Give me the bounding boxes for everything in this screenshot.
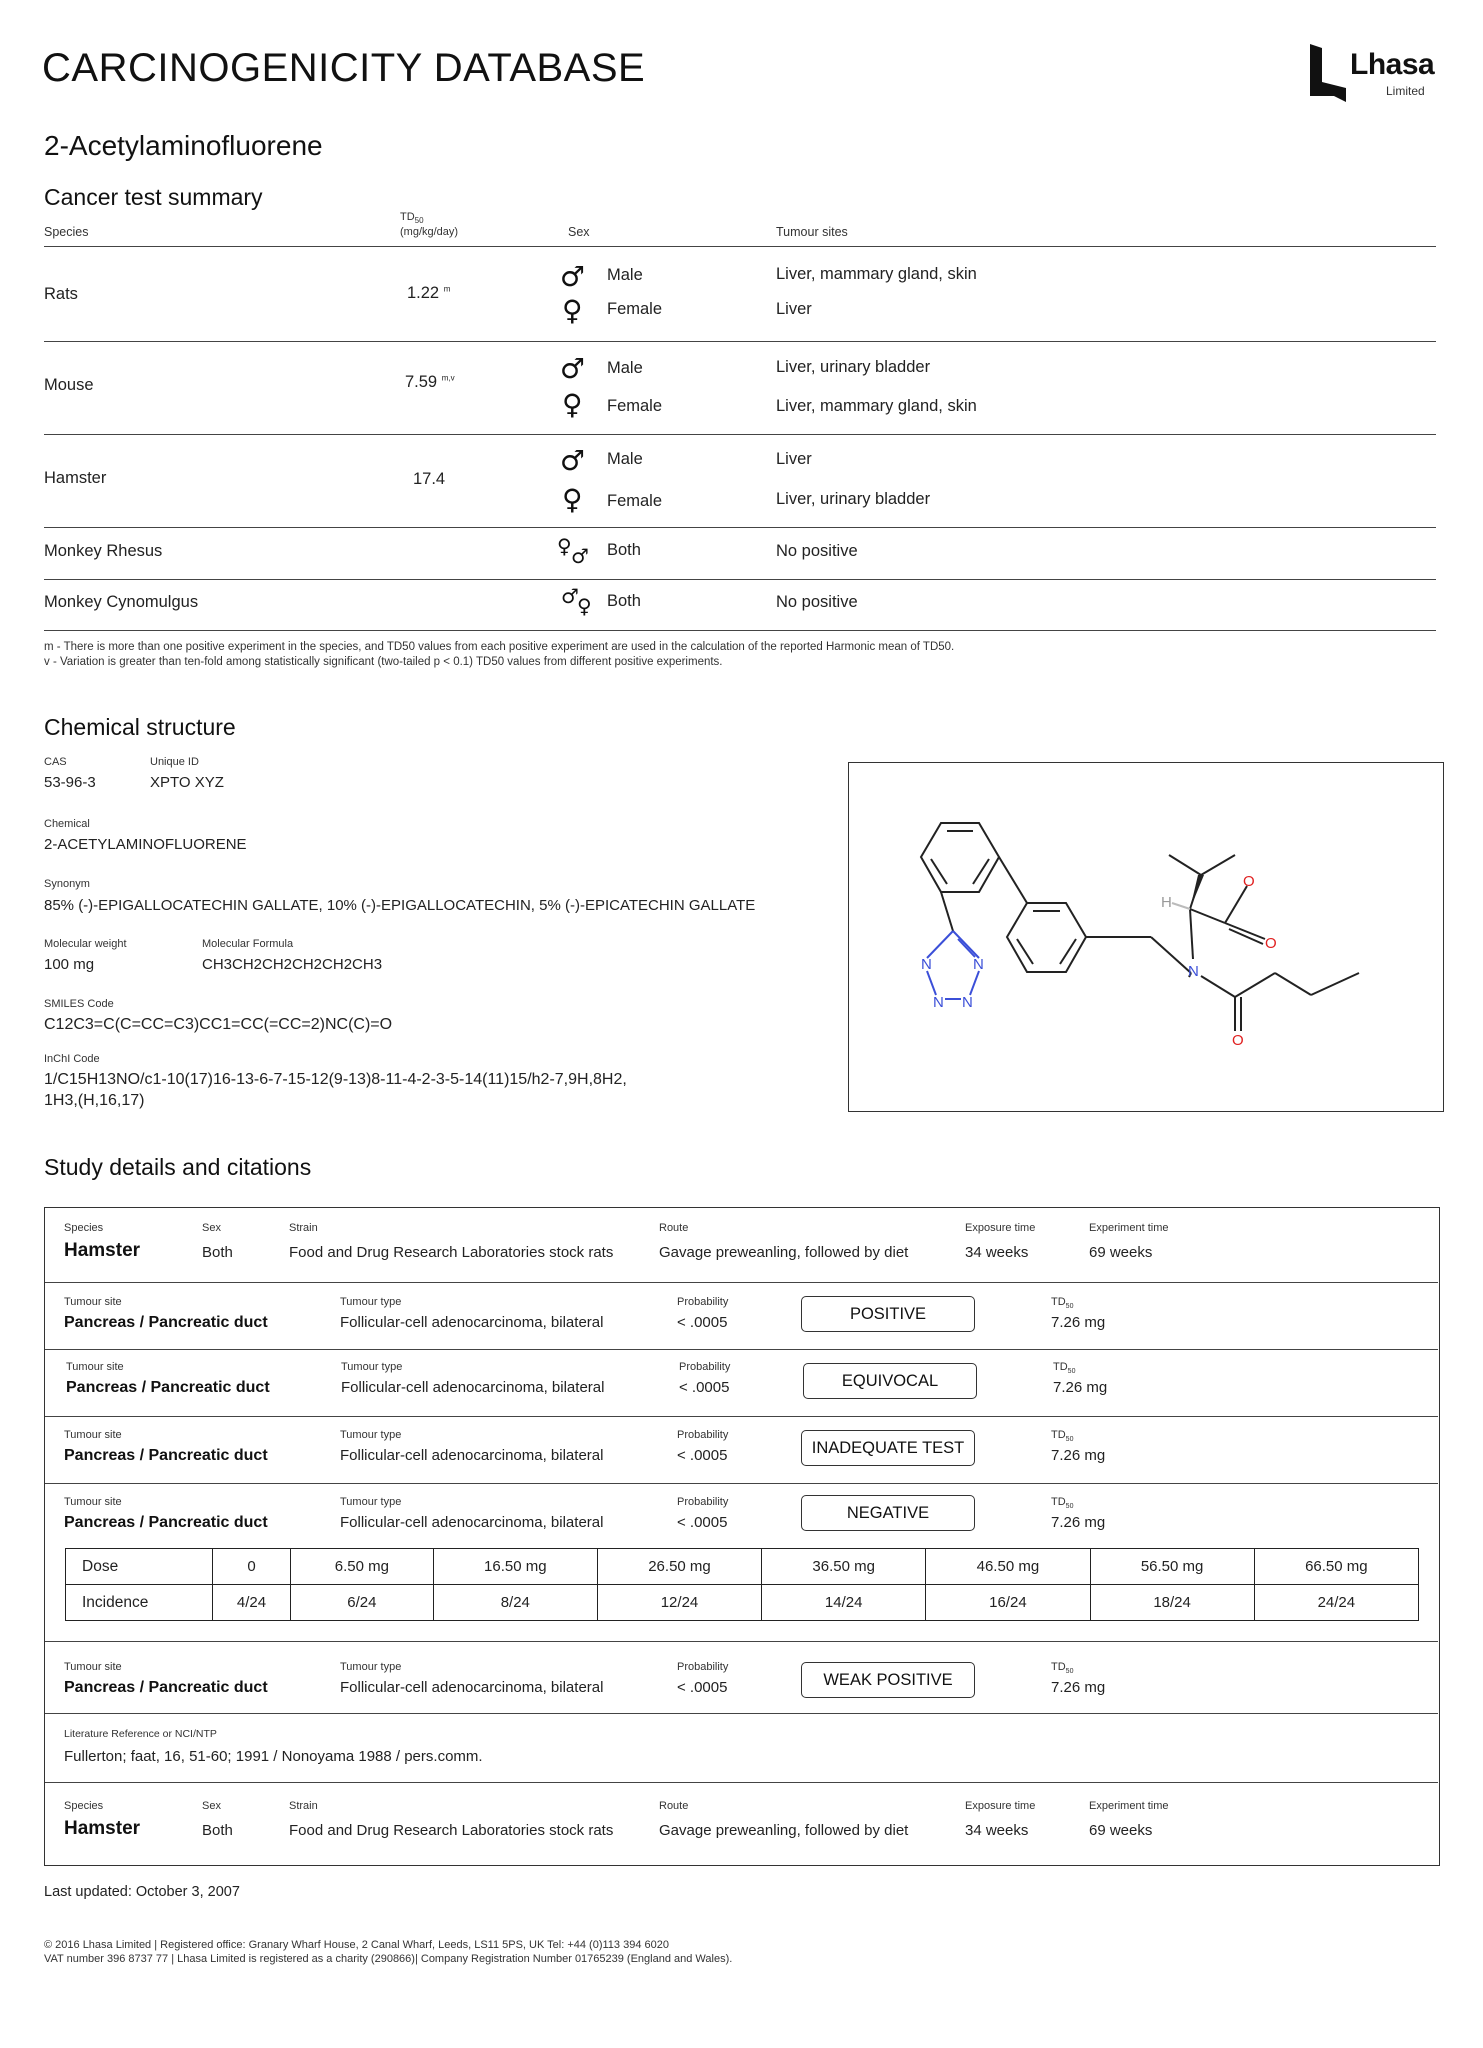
female-icon: ♀: [562, 294, 583, 327]
summary-row-rule: [44, 630, 1436, 631]
summary-species-monkey-cynomulgus: Monkey Cynomulgus: [44, 593, 199, 611]
study-strain-value: Food and Drug Research Laboratories stock rats: [289, 1822, 614, 1839]
summary-sites: Liver, mammary gland, skin: [776, 265, 977, 283]
tumour-type-value: Follicular-cell adenocarcinoma, bilateral: [340, 1514, 604, 1531]
status-badge: EQUIVOCAL: [803, 1363, 977, 1399]
study-sex-value: Both: [202, 1822, 233, 1839]
study-experiment-value: 69 weeks: [1089, 1244, 1153, 1261]
literature-value: Fullerton; faat, 16, 51-60; 1991 / Nonoyama 1988 / pers.comm.: [64, 1748, 483, 1765]
molecular-weight-label: Molecular weight: [44, 938, 127, 950]
tumour-type-value: Follicular-cell adenocarcinoma, bilateral: [340, 1314, 604, 1331]
tumour-site-label: Tumour site: [64, 1661, 122, 1673]
incidence-row: [66, 1585, 1419, 1621]
male-icon: ♂: [560, 352, 586, 385]
tumour-type-label: Tumour type: [340, 1661, 402, 1673]
study-experiment-label: Experiment time: [1089, 1800, 1169, 1812]
dose-incidence-table: [65, 1548, 1419, 1621]
study-rule: [45, 1641, 1438, 1642]
tetrazole-ring: [927, 931, 979, 999]
unique-id-value: XPTO XYZ: [150, 774, 224, 791]
summary-species-monkey-rhesus: Monkey Rhesus: [44, 542, 163, 560]
study-title: Study details and citations: [44, 1154, 312, 1180]
tumour-type-label: Tumour type: [340, 1429, 402, 1441]
phenyl-ring-top: [921, 823, 999, 892]
incidence-cell: 6/24: [291, 1585, 434, 1621]
probability-label: Probability: [677, 1496, 729, 1508]
study-strain-value: Food and Drug Research Laboratories stock rats: [289, 1244, 614, 1261]
footer-line-2: VAT number 396 8737 77 | Lhasa Limited is registered as a charity (290866)| Company Registration Number 01765239 (England and Wales).: [44, 1953, 733, 1965]
study-panel: [44, 1207, 1440, 1866]
both-sexes-icon: ♀ ♂: [557, 534, 589, 568]
study-strain-label: Strain: [289, 1222, 318, 1234]
status-badge: POSITIVE: [801, 1296, 975, 1332]
summary-sex-label: Both: [607, 592, 641, 610]
study-sex-label: Sex: [202, 1222, 221, 1234]
study-exposure-value: 34 weeks: [965, 1244, 1029, 1261]
structure-title: Chemical structure: [44, 714, 236, 740]
col-header-td50-units: (mg/kg/day): [400, 226, 459, 238]
tumour-type-value: Follicular-cell adenocarcinoma, bilateral: [340, 1679, 604, 1696]
dose-cell: 66.50 mg: [1254, 1549, 1418, 1585]
td50-label: $TD_{50}$: [1051, 1429, 1074, 1444]
dose-cell: 26.50 mg: [597, 1549, 761, 1585]
dose-cell: 36.50 mg: [762, 1549, 926, 1585]
molecular-weight-value: 100 mg: [44, 956, 95, 973]
dose-cell: 46.50 mg: [926, 1549, 1090, 1585]
atom-n: N: [973, 956, 984, 973]
summary-sex-label: Female: [607, 300, 663, 318]
atom-n: N: [933, 994, 944, 1011]
summary-species-mouse: Mouse: [44, 376, 94, 394]
tumour-site-value: Pancreas / Pancreatic duct: [64, 1679, 268, 1696]
td50-label: $TD_{50}$: [1051, 1661, 1074, 1676]
compound-name: 2-Acetylaminofluorene: [44, 130, 323, 161]
status-badge: NEGATIVE: [801, 1495, 975, 1531]
study-rule: [45, 1282, 1438, 1283]
female-icon: ♀: [562, 388, 583, 421]
inchi-value-line1: 1/C15H13NO/c1-10(17)16-13-6-7-15-12(9-13)8-11-4-2-3-5-14(11)15/h2-7,9H,8H2,: [44, 1071, 627, 1088]
tumour-type-label: Tumour type: [341, 1361, 403, 1373]
cas-label: CAS: [44, 756, 67, 768]
summary-sites: Liver, urinary bladder: [776, 490, 931, 508]
td50-value: 7.26 mg: [1053, 1379, 1108, 1396]
study-sex-label: Sex: [202, 1800, 221, 1812]
td50-value: 7.26 mg: [1051, 1447, 1106, 1464]
td50-label: $TD_{50}$: [1051, 1296, 1074, 1311]
female-icon: ♀: [562, 483, 583, 516]
synonym-value: 85% (-)-EPIGALLOCATECHIN GALLATE, 10% (-)-EPIGALLOCATECHIN, 5% (-)-EPICATECHIN GALLATE: [44, 897, 756, 914]
tumour-site-label: Tumour site: [64, 1296, 122, 1308]
summary-sites: Liver: [776, 300, 812, 318]
stereo-wedge: [1190, 875, 1204, 909]
probability-value: < .0005: [677, 1314, 728, 1331]
probability-value: < .0005: [677, 1514, 728, 1531]
summary-species-rats: Rats: [44, 285, 78, 303]
summary-td50-mouse: 7.59 $^{m,v}$: [405, 373, 455, 391]
study-route-value: Gavage preweanling, followed by diet: [659, 1244, 909, 1261]
atom-o: O: [1232, 1032, 1244, 1049]
summary-header-rule: [44, 246, 1436, 247]
study-exposure-label: Exposure time: [965, 1222, 1036, 1234]
incidence-cell: 14/24: [762, 1585, 926, 1621]
footnote-v: v - Variation is greater than ten-fold among statistically significant (two-tailed p < 0.1) TD50 values from different positive experiments.: [44, 656, 723, 668]
smiles-label: SMILES Code: [44, 998, 114, 1010]
lhasa-logo-mark-icon: [1308, 44, 1348, 102]
dose-header: Dose: [66, 1549, 213, 1585]
page-header-title: CARCINOGENICITY DATABASE: [42, 46, 646, 90]
summary-sex-label: Male: [607, 359, 643, 377]
summary-td50-hamster: 17.4: [413, 470, 446, 488]
summary-sex-label: Female: [607, 397, 663, 415]
probability-value: < .0005: [677, 1447, 728, 1464]
lhasa-logo-text: Lhasa: [1350, 48, 1435, 81]
lhasa-logo: [1308, 44, 1438, 102]
atom-o: O: [1243, 873, 1255, 890]
td50-label: $TD_{50}$: [1051, 1496, 1074, 1511]
study-species-value: Hamster: [64, 1240, 141, 1261]
study-rule: [45, 1713, 1438, 1714]
molecule-svg: [849, 763, 1445, 1113]
td50-value: 7.26 mg: [1051, 1679, 1106, 1696]
atom-h: H: [1161, 894, 1172, 911]
summary-sites: No positive: [776, 542, 858, 560]
dose-cell: 56.50 mg: [1090, 1549, 1254, 1585]
tumour-type-label: Tumour type: [340, 1496, 402, 1508]
summary-sex-label: Male: [607, 450, 643, 468]
study-exposure-label: Exposure time: [965, 1800, 1036, 1812]
study-strain-label: Strain: [289, 1800, 318, 1812]
summary-row-rule: [44, 527, 1436, 528]
probability-label: Probability: [677, 1296, 729, 1308]
last-updated: Last updated: October 3, 2007: [44, 1884, 240, 1900]
inchi-value-line2: 1H3,(H,16,17): [44, 1092, 145, 1109]
tumour-site-value: Pancreas / Pancreatic duct: [64, 1514, 268, 1531]
probability-label: Probability: [679, 1361, 731, 1373]
col-header-sex: Sex: [568, 225, 590, 239]
summary-sites: Liver, mammary gland, skin: [776, 397, 977, 415]
study-rule: [45, 1782, 1438, 1783]
study-rule: [45, 1483, 1438, 1484]
summary-row-rule: [44, 579, 1436, 580]
col-header-td50: $TD_{50}$: [400, 211, 424, 226]
probability-value: < .0005: [679, 1379, 730, 1396]
summary-sites: No positive: [776, 593, 858, 611]
td50-value: 7.26 mg: [1051, 1314, 1106, 1331]
chemical-structure-diagram: [848, 762, 1444, 1112]
td50-value: 7.26 mg: [1051, 1514, 1106, 1531]
male-icon: ♂: [560, 444, 586, 477]
molecular-formula-label: Molecular Formula: [202, 938, 294, 950]
study-experiment-label: Experiment time: [1089, 1222, 1169, 1234]
probability-label: Probability: [677, 1429, 729, 1441]
summary-sites: Liver: [776, 450, 812, 468]
incidence-cell: 24/24: [1254, 1585, 1418, 1621]
dose-cell: 6.50 mg: [291, 1549, 434, 1585]
probability-label: Probability: [677, 1661, 729, 1673]
footer-line-1: © 2016 Lhasa Limited | Registered office: Granary Wharf House, 2 Canal Wharf, Leeds, LS11 5PS, UK Tel: +44 (0)113 394 6020: [44, 1939, 669, 1951]
incidence-cell: 4/24: [213, 1585, 291, 1621]
td50-label: $TD_{50}$: [1053, 1361, 1076, 1376]
status-badge: WEAK POSITIVE: [801, 1662, 975, 1698]
inchi-label: InChI Code: [44, 1053, 100, 1065]
incidence-cell: 12/24: [597, 1585, 761, 1621]
col-header-sites: Tumour sites: [776, 225, 848, 239]
dose-cell: 16.50 mg: [433, 1549, 597, 1585]
atom-n: N: [1188, 963, 1199, 980]
incidence-cell: 18/24: [1090, 1585, 1254, 1621]
study-route-label: Route: [659, 1222, 689, 1234]
status-badge: INADEQUATE TEST: [801, 1430, 975, 1466]
summary-row-rule: [44, 434, 1436, 435]
footnote-m: m - There is more than one positive experiment in the species, and TD50 values from each positive experiment are used in the calculation of the reported Harmonic mean of TD50.: [44, 641, 955, 653]
cas-value: 53-96-3: [44, 774, 96, 791]
chemical-label: Chemical: [44, 818, 90, 830]
study-route-label: Route: [659, 1800, 689, 1812]
study-rule: [45, 1349, 1438, 1350]
chemical-value: 2-ACETYLAMINOFLUORENE: [44, 836, 247, 853]
summary-sex-label: Both: [607, 541, 641, 559]
summary-title: Cancer test summary: [44, 184, 263, 210]
atom-n: N: [962, 994, 973, 1011]
dose-row: [66, 1549, 1419, 1585]
summary-td50-rats: 1.22 $^m$: [407, 284, 451, 302]
literature-label: Literature Reference or NCI/NTP: [64, 1728, 217, 1740]
tumour-type-value: Follicular-cell adenocarcinoma, bilateral: [341, 1379, 605, 1396]
unique-id-label: Unique ID: [150, 756, 199, 768]
both-sexes-icon: ♂ ♀: [561, 584, 592, 618]
study-sex-value: Both: [202, 1244, 233, 1261]
summary-sex-label: Female: [607, 492, 663, 510]
study-exposure-value: 34 weeks: [965, 1822, 1029, 1839]
incidence-header: Incidence: [66, 1585, 213, 1621]
atom-n: N: [921, 956, 932, 973]
tumour-site-label: Tumour site: [64, 1429, 122, 1441]
col-header-species: Species: [44, 225, 89, 239]
summary-row-rule: [44, 341, 1436, 342]
study-species-label: Species: [64, 1800, 104, 1812]
study-experiment-value: 69 weeks: [1089, 1822, 1153, 1839]
study-species-label: Species: [64, 1222, 104, 1234]
molecular-formula-value: CH3CH2CH2CH2CH2CH3: [202, 956, 383, 973]
tumour-site-value: Pancreas / Pancreatic duct: [66, 1379, 270, 1396]
study-rule: [45, 1416, 1438, 1417]
probability-value: < .0005: [677, 1679, 728, 1696]
phenyl-ring-mid: [1007, 903, 1086, 972]
incidence-cell: 16/24: [926, 1585, 1090, 1621]
incidence-cell: 8/24: [433, 1585, 597, 1621]
tumour-site-label: Tumour site: [64, 1496, 122, 1508]
tumour-site-label: Tumour site: [66, 1361, 124, 1373]
tumour-site-value: Pancreas / Pancreatic duct: [64, 1447, 268, 1464]
male-icon: ♂: [560, 260, 586, 293]
study-route-value: Gavage preweanling, followed by diet: [659, 1822, 909, 1839]
lhasa-logo-subtext: Limited: [1386, 84, 1425, 98]
summary-sex-label: Male: [607, 266, 643, 284]
atom-o: O: [1265, 935, 1277, 952]
synonym-label: Synonym: [44, 878, 90, 890]
dose-cell: 0: [213, 1549, 291, 1585]
summary-sites: Liver, urinary bladder: [776, 358, 931, 376]
tumour-type-value: Follicular-cell adenocarcinoma, bilateral: [340, 1447, 604, 1464]
tumour-type-label: Tumour type: [340, 1296, 402, 1308]
summary-species-hamster: Hamster: [44, 469, 107, 487]
study-species-value: Hamster: [64, 1818, 141, 1839]
smiles-value: C12C3=C(C=CC=C3)CC1=CC(=CC=2)NC(C)=O: [44, 1016, 393, 1033]
tumour-site-value: Pancreas / Pancreatic duct: [64, 1314, 268, 1331]
